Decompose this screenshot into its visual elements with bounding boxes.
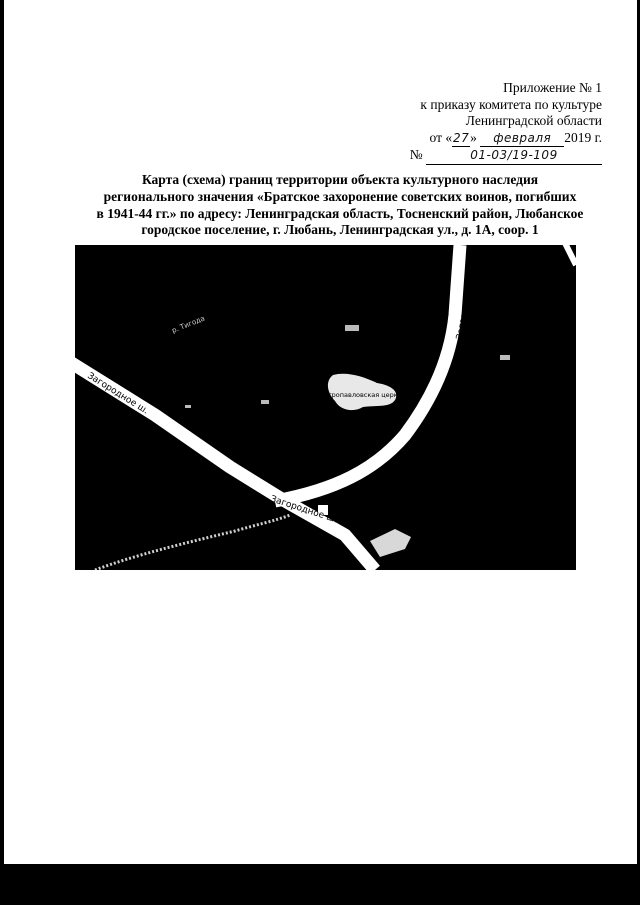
title-line-2: регионального значения «Братское захоронение советских воинов, погибших: [103, 188, 577, 204]
document-title: [70, 172, 610, 239]
number-prefix: №: [409, 147, 423, 162]
label-church: Петропавловская церковь: [319, 391, 410, 399]
date-mid: »: [470, 129, 477, 145]
label-road-right: Загородное ш.: [455, 269, 478, 341]
date-day: 27: [452, 130, 470, 148]
appendix-block: [410, 80, 602, 165]
label-road-bottom: Загородное ш.: [269, 494, 339, 526]
scan-bottom-bar: [0, 864, 640, 905]
date-prefix: от «: [429, 129, 453, 145]
appendix-line-1: Приложение № 1: [503, 80, 602, 95]
map-speck: [185, 405, 191, 408]
map-speck: [500, 355, 510, 360]
date-year: 2019 г.: [564, 129, 602, 145]
appendix-line-3: Ленинградской области: [465, 113, 602, 128]
label-river: р. Тигода: [170, 314, 207, 335]
appendix-date-line: [410, 130, 602, 148]
boundary-map: [75, 245, 576, 570]
appendix-number-line: [410, 147, 602, 165]
map-svg: [75, 245, 576, 570]
page-border-left: [0, 0, 4, 905]
map-speck: [261, 400, 269, 404]
appendix-line-2: к приказу комитета по культуре: [420, 96, 602, 112]
map-speck: [345, 325, 359, 331]
title-line-1: Карта (схема) границ территории объекта культурного наследия: [141, 172, 539, 187]
title-line-4: городское поселение, г. Любань, Ленинградская ул., д. 1А, соор. 1: [141, 222, 539, 238]
label-road-left: Загородное ш.: [85, 371, 150, 417]
title-line-3: в 1941-44 гг.» по адресу: Ленинградская область, Тосненский район, Любанское: [96, 205, 584, 221]
number-value: 01-03/19-109: [426, 147, 602, 165]
date-month: февраля: [480, 130, 564, 148]
